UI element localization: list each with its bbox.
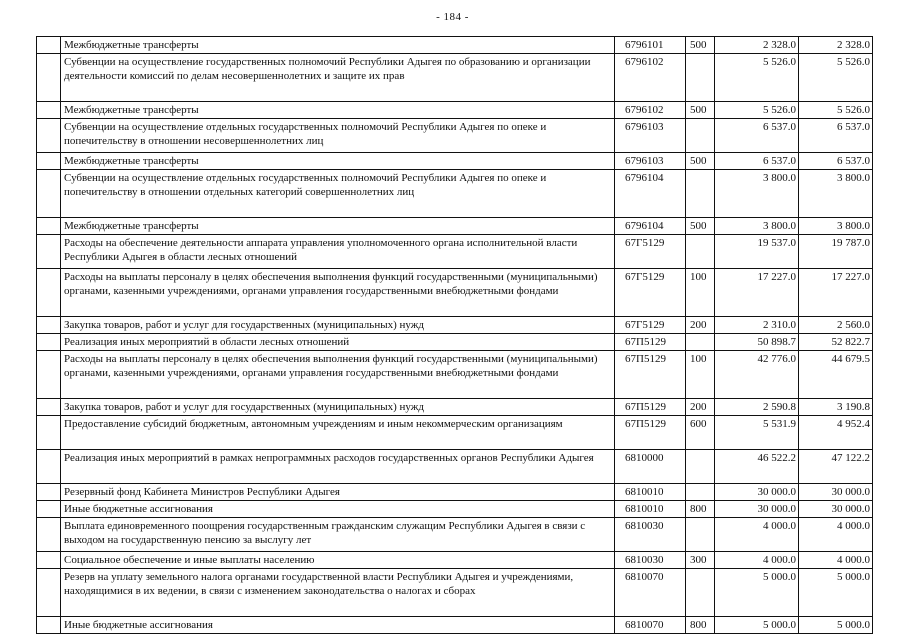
expense-type-cell <box>686 569 715 617</box>
table-row <box>37 153 873 170</box>
expense-name-cell: Закупка товаров, работ и услуг для государственных (муниципальных) нужд <box>61 399 615 416</box>
expense-type-cell: 500 <box>686 102 715 119</box>
amount-year1-cell: 3 800.0 <box>715 170 799 218</box>
amount-year2-cell: 30 000.0 <box>799 484 873 501</box>
table-row <box>37 119 873 153</box>
expense-name-cell: Предоставление субсидий бюджетным, автономным учреждениям и иным некоммерческим организациям <box>61 416 615 450</box>
expense-type-cell <box>686 54 715 102</box>
amount-year2-cell: 4 952.4 <box>799 416 873 450</box>
table-row <box>37 569 873 617</box>
target-code-cell: 6796104 <box>615 218 686 235</box>
target-code-cell: 6810000 <box>615 450 686 484</box>
expense-name-cell: Резерв на уплату земельного налога органами государственной власти Республики Адыгея и учреждениями, находящимися в их ведении, в связи с изменением законодательства о налогах и сборах <box>61 569 615 617</box>
expense-type-cell <box>686 450 715 484</box>
table-row <box>37 552 873 569</box>
amount-year2-cell: 2 328.0 <box>799 37 873 54</box>
expense-type-cell: 200 <box>686 317 715 334</box>
amount-year2-cell: 19 787.0 <box>799 235 873 269</box>
table-row <box>37 102 873 119</box>
target-code-cell: 6810010 <box>615 501 686 518</box>
amount-year2-cell: 6 537.0 <box>799 153 873 170</box>
row-marker-cell <box>37 54 61 102</box>
amount-year1-cell: 5 000.0 <box>715 569 799 617</box>
expense-type-cell <box>686 518 715 552</box>
amount-year2-cell: 3 800.0 <box>799 170 873 218</box>
row-marker-cell <box>37 450 61 484</box>
target-code-cell: 67П5129 <box>615 351 686 399</box>
amount-year2-cell: 5 000.0 <box>799 569 873 617</box>
target-code-cell: 6796102 <box>615 54 686 102</box>
amount-year1-cell: 30 000.0 <box>715 484 799 501</box>
row-marker-cell <box>37 569 61 617</box>
target-code-cell: 6810070 <box>615 569 686 617</box>
expense-type-cell: 500 <box>686 218 715 235</box>
table-row <box>37 416 873 450</box>
expense-name-cell: Межбюджетные трансферты <box>61 102 615 119</box>
amount-year1-cell: 50 898.7 <box>715 334 799 351</box>
amount-year2-cell: 6 537.0 <box>799 119 873 153</box>
expense-name-cell: Закупка товаров, работ и услуг для государственных (муниципальных) нужд <box>61 317 615 334</box>
row-marker-cell <box>37 119 61 153</box>
expense-type-cell <box>686 484 715 501</box>
amount-year1-cell: 5 526.0 <box>715 54 799 102</box>
table-row <box>37 170 873 218</box>
amount-year1-cell: 46 522.2 <box>715 450 799 484</box>
amount-year1-cell: 6 537.0 <box>715 153 799 170</box>
amount-year2-cell: 5 526.0 <box>799 54 873 102</box>
amount-year1-cell: 4 000.0 <box>715 552 799 569</box>
target-code-cell: 67Г5129 <box>615 269 686 317</box>
row-marker-cell <box>37 552 61 569</box>
table-row <box>37 54 873 102</box>
target-code-cell: 6796103 <box>615 119 686 153</box>
row-marker-cell <box>37 334 61 351</box>
expense-name-cell: Выплата единовременного поощрения государственным гражданским служащим Республики Адыгея в связи с выходом на государственную пенсию за выслугу лет <box>61 518 615 552</box>
row-marker-cell <box>37 269 61 317</box>
table-body <box>37 37 873 634</box>
amount-year1-cell: 6 537.0 <box>715 119 799 153</box>
target-code-cell: 6796102 <box>615 102 686 119</box>
expense-name-cell: Субвенции на осуществление государственных полномочий Республики Адыгея по образованию и организации деятельности комиссий по делам несовершеннолетних и защите их прав <box>61 54 615 102</box>
expense-type-cell: 800 <box>686 617 715 634</box>
amount-year2-cell: 3 800.0 <box>799 218 873 235</box>
target-code-cell: 6810030 <box>615 518 686 552</box>
amount-year2-cell: 52 822.7 <box>799 334 873 351</box>
amount-year1-cell: 19 537.0 <box>715 235 799 269</box>
expense-type-cell <box>686 119 715 153</box>
target-code-cell: 67П5129 <box>615 334 686 351</box>
expense-type-cell: 600 <box>686 416 715 450</box>
row-marker-cell <box>37 351 61 399</box>
expense-name-cell: Реализация иных мероприятий в рамках непрограммных расходов государственных органов Республики Адыгея <box>61 450 615 484</box>
amount-year2-cell: 30 000.0 <box>799 501 873 518</box>
amount-year2-cell: 4 000.0 <box>799 518 873 552</box>
table-row <box>37 334 873 351</box>
table-row <box>37 317 873 334</box>
amount-year1-cell: 2 310.0 <box>715 317 799 334</box>
row-marker-cell <box>37 399 61 416</box>
expense-type-cell: 100 <box>686 351 715 399</box>
expense-name-cell: Резервный фонд Кабинета Министров Республики Адыгея <box>61 484 615 501</box>
expense-type-cell: 200 <box>686 399 715 416</box>
expense-name-cell: Межбюджетные трансферты <box>61 218 615 235</box>
row-marker-cell <box>37 484 61 501</box>
row-marker-cell <box>37 518 61 552</box>
amount-year2-cell: 5 526.0 <box>799 102 873 119</box>
amount-year1-cell: 5 000.0 <box>715 617 799 634</box>
amount-year1-cell: 3 800.0 <box>715 218 799 235</box>
expense-name-cell: Социальное обеспечение и иные выплаты населению <box>61 552 615 569</box>
amount-year1-cell: 4 000.0 <box>715 518 799 552</box>
table-row <box>37 269 873 317</box>
amount-year1-cell: 17 227.0 <box>715 269 799 317</box>
row-marker-cell <box>37 218 61 235</box>
table-row <box>37 518 873 552</box>
expense-type-cell: 800 <box>686 501 715 518</box>
expense-name-cell: Иные бюджетные ассигнования <box>61 617 615 634</box>
table-row <box>37 351 873 399</box>
amount-year2-cell: 2 560.0 <box>799 317 873 334</box>
page-number: - 184 - <box>436 11 469 23</box>
expense-type-cell: 500 <box>686 37 715 54</box>
expense-name-cell: Межбюджетные трансферты <box>61 37 615 54</box>
amount-year2-cell: 3 190.8 <box>799 399 873 416</box>
expense-type-cell <box>686 235 715 269</box>
expense-name-cell: Иные бюджетные ассигнования <box>61 501 615 518</box>
row-marker-cell <box>37 501 61 518</box>
amount-year1-cell: 30 000.0 <box>715 501 799 518</box>
row-marker-cell <box>37 37 61 54</box>
target-code-cell: 67П5129 <box>615 399 686 416</box>
expense-type-cell: 500 <box>686 153 715 170</box>
table-row <box>37 484 873 501</box>
target-code-cell: 6796104 <box>615 170 686 218</box>
table-row <box>37 450 873 484</box>
amount-year1-cell: 42 776.0 <box>715 351 799 399</box>
table-row <box>37 501 873 518</box>
table-row <box>37 218 873 235</box>
table-row <box>37 235 873 269</box>
expense-name-cell: Реализация иных мероприятий в области лесных отношений <box>61 334 615 351</box>
expense-name-cell: Расходы на обеспечение деятельности аппарата управления уполномоченного органа исполнительной власти Республики Адыгея в области лесных отношений <box>61 235 615 269</box>
row-marker-cell <box>37 170 61 218</box>
amount-year1-cell: 5 531.9 <box>715 416 799 450</box>
target-code-cell: 6796103 <box>615 153 686 170</box>
target-code-cell: 67Г5129 <box>615 235 686 269</box>
row-marker-cell <box>37 617 61 634</box>
table-row <box>37 37 873 54</box>
expense-type-cell: 100 <box>686 269 715 317</box>
target-code-cell: 6810010 <box>615 484 686 501</box>
table-row <box>37 399 873 416</box>
amount-year1-cell: 5 526.0 <box>715 102 799 119</box>
row-marker-cell <box>37 317 61 334</box>
row-marker-cell <box>37 235 61 269</box>
expense-name-cell: Расходы на выплаты персоналу в целях обеспечения выполнения функций государственными (муниципальными) органами, казенными учреждениями, органами управления государственными внебюджетными фондами <box>61 351 615 399</box>
expense-name-cell: Субвенции на осуществление отдельных государственных полномочий Республики Адыгея по опеке и попечительству в отношении отдельных категорий совершеннолетних лиц <box>61 170 615 218</box>
row-marker-cell <box>37 153 61 170</box>
amount-year2-cell: 17 227.0 <box>799 269 873 317</box>
expense-type-cell <box>686 170 715 218</box>
amount-year2-cell: 47 122.2 <box>799 450 873 484</box>
budget-table <box>36 36 873 634</box>
target-code-cell: 67Г5129 <box>615 317 686 334</box>
expense-name-cell: Субвенции на осуществление отдельных государственных полномочий Республики Адыгея по опеке и попечительству в отношении несовершеннолетних лиц <box>61 119 615 153</box>
amount-year2-cell: 5 000.0 <box>799 617 873 634</box>
amount-year1-cell: 2 590.8 <box>715 399 799 416</box>
amount-year1-cell: 2 328.0 <box>715 37 799 54</box>
expense-name-cell: Расходы на выплаты персоналу в целях обеспечения выполнения функций государственными (муниципальными) органами, казенными учреждениями, органами управления государственными внебюджетными фондами <box>61 269 615 317</box>
table-row <box>37 617 873 634</box>
target-code-cell: 67П5129 <box>615 416 686 450</box>
expense-type-cell <box>686 334 715 351</box>
row-marker-cell <box>37 416 61 450</box>
expense-name-cell: Межбюджетные трансферты <box>61 153 615 170</box>
target-code-cell: 6810070 <box>615 617 686 634</box>
expense-type-cell: 300 <box>686 552 715 569</box>
amount-year2-cell: 4 000.0 <box>799 552 873 569</box>
target-code-cell: 6796101 <box>615 37 686 54</box>
target-code-cell: 6810030 <box>615 552 686 569</box>
amount-year2-cell: 44 679.5 <box>799 351 873 399</box>
row-marker-cell <box>37 102 61 119</box>
